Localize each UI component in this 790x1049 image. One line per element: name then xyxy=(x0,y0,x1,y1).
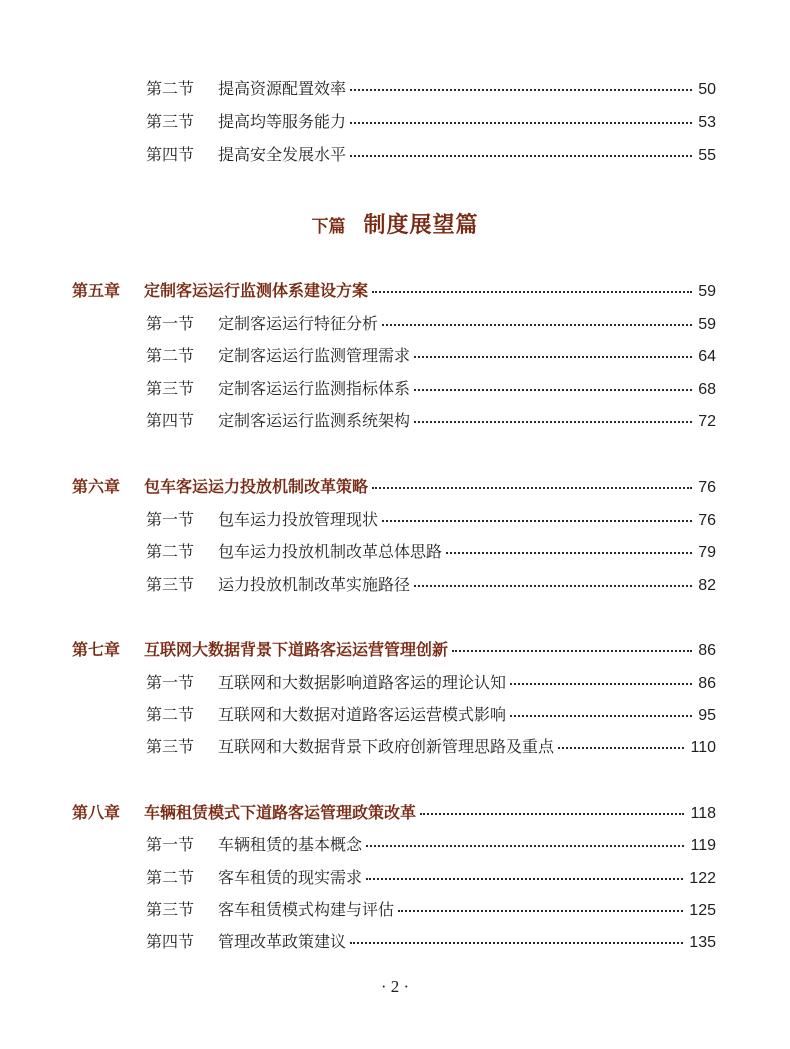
section-number: 第一节 xyxy=(146,835,195,854)
section-title: 定制客运运行监测系统架构 xyxy=(218,411,411,430)
page-number: 86 xyxy=(698,642,716,659)
toc-section-row[interactable] xyxy=(146,673,716,694)
section-title: 定制客运运行监测管理需求 xyxy=(218,346,411,365)
section-number: 第一节 xyxy=(146,510,195,529)
toc-section-row[interactable] xyxy=(146,737,716,758)
toc-section-row[interactable] xyxy=(146,411,716,432)
page-number: 79 xyxy=(698,544,716,561)
section-number: 第三节 xyxy=(146,575,195,594)
section-title: 车辆租赁的基本概念 xyxy=(218,835,363,854)
toc-section-row[interactable] xyxy=(146,868,716,889)
page-number: 135 xyxy=(689,934,716,951)
dot-leader xyxy=(414,420,692,423)
toc-section-row[interactable] xyxy=(146,379,716,400)
toc-chapter-row[interactable] xyxy=(72,640,716,661)
toc-section-row[interactable] xyxy=(146,900,716,921)
page-number: 118 xyxy=(690,805,716,822)
toc-section-row[interactable] xyxy=(146,835,716,856)
page-number: 119 xyxy=(690,837,716,854)
section-number: 第一节 xyxy=(146,673,195,692)
dot-leader xyxy=(414,388,692,391)
dot-leader xyxy=(366,877,683,880)
section-title: 包车运力投放机制改革总体思路 xyxy=(218,542,443,561)
section-title: 提高均等服务能力 xyxy=(218,112,347,131)
chapter-title: 包车客运运力投放机制改革策略 xyxy=(144,477,369,496)
dot-leader xyxy=(382,323,692,326)
dot-leader xyxy=(414,355,692,358)
dot-leader xyxy=(350,154,692,157)
dot-leader xyxy=(382,519,692,522)
page-number: 64 xyxy=(698,348,716,365)
part-title: 制度展望篇 xyxy=(363,213,479,238)
chapter-title: 车辆租赁模式下道路客运管理政策改革 xyxy=(144,803,417,822)
page-number: 55 xyxy=(698,147,716,164)
toc-section-row[interactable] xyxy=(146,705,716,726)
page-number: 53 xyxy=(698,114,716,131)
section-title: 运力投放机制改革实施路径 xyxy=(218,575,411,594)
toc-section-row[interactable] xyxy=(146,575,716,596)
toc-section-row[interactable] xyxy=(146,510,716,531)
page-number: 68 xyxy=(698,381,716,398)
section-number: 第二节 xyxy=(146,868,195,887)
chapter-number: 第八章 xyxy=(72,803,121,822)
toc-chapter-row[interactable] xyxy=(72,281,716,302)
page-number: 122 xyxy=(689,870,716,887)
section-number: 第四节 xyxy=(146,411,195,430)
chapter-number: 第七章 xyxy=(72,640,121,659)
section-number: 第三节 xyxy=(146,737,195,756)
section-title: 客车租赁模式构建与评估 xyxy=(218,900,395,919)
page-number: 110 xyxy=(690,739,716,756)
page-number: 76 xyxy=(698,512,716,529)
page-number: 76 xyxy=(698,479,716,496)
page-number: 125 xyxy=(689,902,716,919)
toc-section-row[interactable] xyxy=(146,112,716,133)
section-title: 包车运力投放管理现状 xyxy=(218,510,379,529)
toc-chapter-row[interactable] xyxy=(72,477,716,498)
toc-section-row[interactable] xyxy=(146,314,716,335)
page-number: 86 xyxy=(698,675,716,692)
section-title: 提高资源配置效率 xyxy=(218,79,347,98)
page-number: 50 xyxy=(698,81,716,98)
toc-section-row[interactable] xyxy=(146,932,716,953)
chapter-title: 定制客运运行监测体系建设方案 xyxy=(144,281,369,300)
toc-section-row[interactable] xyxy=(146,542,716,563)
dot-leader xyxy=(446,551,692,554)
chapter-title: 互联网大数据背景下道路客运运营管理创新 xyxy=(144,640,449,659)
dot-leader xyxy=(452,649,692,652)
section-title: 互联网和大数据背景下政府创新管理思路及重点 xyxy=(218,737,555,756)
section-number: 第三节 xyxy=(146,900,195,919)
toc-section-row[interactable] xyxy=(146,346,716,367)
section-number: 第二节 xyxy=(146,346,195,365)
dot-leader xyxy=(350,941,683,944)
page-number: 72 xyxy=(698,413,716,430)
toc-section-row[interactable] xyxy=(146,145,716,166)
section-title: 定制客运运行监测指标体系 xyxy=(218,379,411,398)
section-number: 第二节 xyxy=(146,705,195,724)
toc-chapter-row[interactable] xyxy=(72,803,716,824)
section-number: 第三节 xyxy=(146,112,195,131)
page-number: 59 xyxy=(698,283,716,300)
dot-leader xyxy=(558,746,684,749)
part-heading xyxy=(0,208,790,239)
section-number: 第四节 xyxy=(146,145,195,164)
dot-leader xyxy=(366,844,684,847)
section-number: 第二节 xyxy=(146,79,195,98)
dot-leader xyxy=(372,290,692,293)
dot-leader xyxy=(510,682,692,685)
section-title: 定制客运运行特征分析 xyxy=(218,314,379,333)
dot-leader xyxy=(350,121,692,124)
page-number: 59 xyxy=(698,316,716,333)
dot-leader xyxy=(414,584,692,587)
section-title: 互联网和大数据对道路客运运营模式影响 xyxy=(218,705,507,724)
chapter-number: 第五章 xyxy=(72,281,121,300)
chapter-number: 第六章 xyxy=(72,477,121,496)
section-number: 第三节 xyxy=(146,379,195,398)
page-number: 82 xyxy=(698,577,716,594)
section-title: 客车租赁的现实需求 xyxy=(218,868,363,887)
dot-leader xyxy=(350,88,692,91)
dot-leader xyxy=(398,909,683,912)
dot-leader xyxy=(372,486,692,489)
dot-leader xyxy=(420,812,684,815)
section-title: 提高安全发展水平 xyxy=(218,145,347,164)
section-number: 第四节 xyxy=(146,932,195,951)
section-title: 互联网和大数据影响道路客运的理论认知 xyxy=(218,673,507,692)
footer-page-number: · 2 · xyxy=(380,977,410,996)
part-label: 下篇 xyxy=(311,217,346,237)
section-title: 管理改革政策建议 xyxy=(218,932,347,951)
section-number: 第二节 xyxy=(146,542,195,561)
page-number: 95 xyxy=(698,707,716,724)
section-number: 第一节 xyxy=(146,314,195,333)
dot-leader xyxy=(510,714,692,717)
toc-section-row[interactable] xyxy=(146,79,716,100)
